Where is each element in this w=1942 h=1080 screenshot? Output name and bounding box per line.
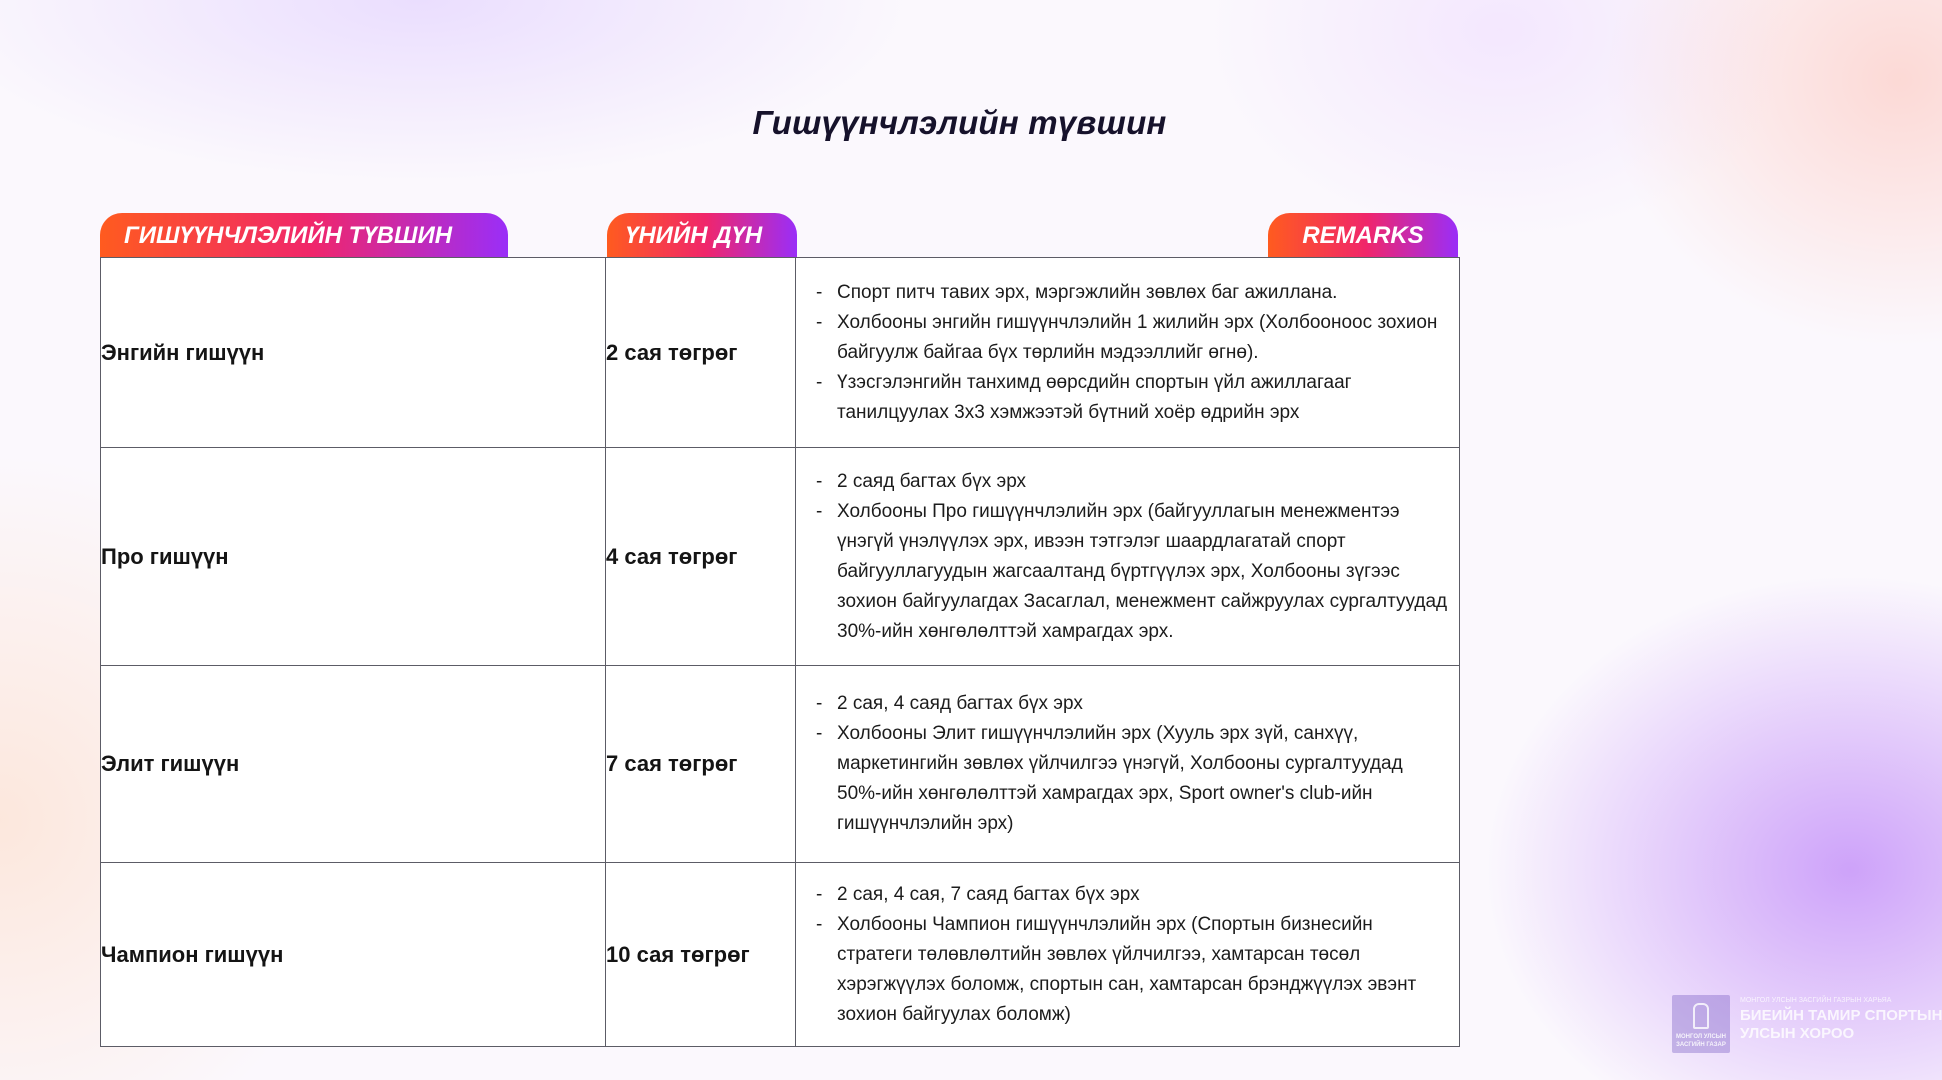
membership-remarks (796, 666, 1460, 863)
table-row (101, 448, 1460, 666)
remarks-list (796, 880, 1459, 1030)
header-membership-level: ГИШҮҮНЧЛЭЛИЙН ТҮВШИН (100, 213, 508, 257)
table-row (101, 863, 1460, 1047)
remark-item: - Холбооны Элит гишүүнчлэлийн эрх (Хууль эрх зүй, санхүү, маркетингийн зөвлөх үйлчилгээ үнэгүй, Холбооны сургалтуудад 50%-ийн хөнгөлөлттэй хамрагдах эрх, Sport owner's club-ийн гишүүнчлэлийн эрх) (816, 719, 1449, 839)
page-title: Гишүүнчлэлийн түвшин (752, 104, 1167, 141)
membership-remarks (796, 448, 1460, 666)
membership-price: 4 сая төгрөг (606, 448, 796, 666)
membership-price: 10 сая төгрөг (606, 863, 796, 1047)
remarks-list (796, 689, 1459, 839)
remark-item: - Холбооны энгийн гишүүнчлэлийн 1 жилийн эрх (Холбооноос зохион байгуулж байгаа бүх төрлийн мэдээллийг өгнө). (816, 308, 1449, 368)
logo-title-line2: УЛСЫН ХОРОО (1740, 1025, 1855, 1042)
membership-table (100, 257, 1460, 1047)
emblem-caption: МОНГОЛ УЛСЫН ЗАСГИЙН ГАЗАР (1676, 1034, 1726, 1048)
membership-level-name: Элит гишүүн (101, 666, 606, 863)
remark-item: - 2 сая, 4 саяд багтах бүх эрх (816, 689, 1449, 719)
remark-item: - Холбооны Про гишүүнчлэлийн эрх (байгууллагын менежментээ үнэгүй үнэлүүлэх эрх, ивээн тэтгэлэг шаардлагатай спорт байгууллагуудын жагсаалтанд бүртгүүлэх эрх, Холбооны зүгээс зохион байгуулагдах Засаглал, менежмент сайжруулах сургалтуудад 30%-ийн хөнгөлөлттэй хамрагдах эрх. (816, 497, 1449, 647)
logo-title (1740, 1007, 1942, 1043)
membership-level-name: Энгийн гишүүн (101, 258, 606, 448)
membership-remarks (796, 258, 1460, 448)
remarks-list (796, 467, 1459, 647)
remarks-list (796, 278, 1459, 428)
remark-item: - Спорт питч тавих эрх, мэргэжлийн зөвлөх баг ажиллана. (816, 278, 1449, 308)
membership-remarks (796, 863, 1460, 1047)
header-price: ҮНИЙН ДҮН (607, 213, 797, 257)
membership-level-name: Про гишүүн (101, 448, 606, 666)
header-remarks: REMARKS (1268, 213, 1458, 257)
membership-level-name: Чампион гишүүн (101, 863, 606, 1047)
table-row (101, 666, 1460, 863)
remark-item: - Холбооны Чампион гишүүнчлэлийн эрх (Спортын бизнесийн стратеги төлөвлөлтийн зөвлөх үйлчилгээ, хамтарсан төсөл хэрэгжүүлэх боломж, спортын сан, хамтарсан брэнджүүлэх эвэнт зохион байгуулах боломж) (816, 910, 1449, 1030)
logo-subtitle: МОНГОЛ УЛСЫН ЗАСГИЙН ГАЗРЫН ХАРЬЯА (1740, 997, 1892, 1004)
remark-item: - 2 саяд багтах бүх эрх (816, 467, 1449, 497)
membership-price: 7 сая төгрөг (606, 666, 796, 863)
soyombo-emblem-icon (1672, 995, 1730, 1053)
remark-item: - 2 сая, 4 сая, 7 саяд багтах бүх эрх (816, 880, 1449, 910)
table-row (101, 258, 1460, 448)
remark-item: - Үзэсгэлэнгийн танхимд өөрсдийн спортын үйл ажиллагааг танилцуулах 3х3 хэмжээтэй бүтний хоёр өдрийн эрх (816, 368, 1449, 428)
government-logo (1672, 995, 1942, 1055)
logo-title-line1: БИЕИЙН ТАМИР СПОРТЫН (1740, 1007, 1942, 1024)
membership-price: 2 сая төгрөг (606, 258, 796, 448)
